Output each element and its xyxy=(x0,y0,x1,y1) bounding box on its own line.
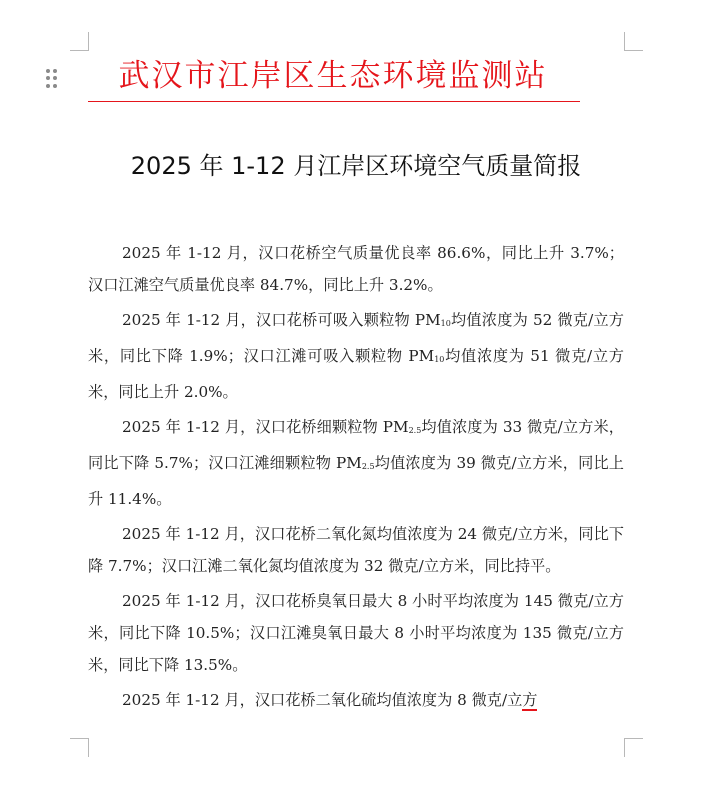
paragraph-text: 均值浓度为 51 微克/立方米，同比上升 2.0%。 xyxy=(88,347,624,401)
paragraph-text: 均值浓度为 33 微克/立方米，同比下降 5.7%；汉口江滩细颗粒物 PM xyxy=(88,418,624,472)
subscript-text: 10 xyxy=(440,319,451,328)
paragraph-drag-handle-icon[interactable] xyxy=(46,69,58,89)
body-paragraph xyxy=(88,411,624,515)
paragraph-text: 2025 年 1-12 月，汉口花桥空气质量优良率 86.6%，同比上升 3.7%；汉口江滩空气质量优良率 84.7%，同比上升 3.2%。 xyxy=(88,244,624,294)
document-body[interactable] xyxy=(88,237,624,719)
margin-corner-mark xyxy=(70,32,89,51)
paragraph-text: 2025 年 1-12 月，汉口花桥臭氧日最大 8 小时平均浓度为 145 微克/立方米，同比下降 10.5%；汉口江滩臭氧日最大 8 小时平均浓度为 135 微克/立方米，同比下降 13.5%。 xyxy=(88,592,624,674)
body-paragraph xyxy=(88,237,624,301)
paragraph-text: 2025 年 1-12 月，汉口花桥二氧化硫均值浓度为 8 微克/立 xyxy=(122,691,523,709)
body-paragraph xyxy=(88,585,624,681)
subscript-text: 2.5 xyxy=(361,462,375,471)
paragraph-text: 2025 年 1-12 月，汉口花桥可吸入颗粒物 PM xyxy=(122,311,441,329)
margin-corner-mark xyxy=(624,32,643,51)
paragraph-text: 2025 年 1-12 月，汉口花桥细颗粒物 PM xyxy=(122,418,409,436)
subscript-text: 2.5 xyxy=(408,426,422,435)
header-title: 武汉市江岸区生态环境监测站 xyxy=(118,58,548,94)
document-title: 2025 年 1-12 月江岸区环境空气质量简报 xyxy=(130,152,582,180)
margin-corner-mark xyxy=(624,738,643,757)
paragraph-text: 均值浓度为 39 微克/立方米，同比上升 11.4%。 xyxy=(88,454,624,508)
subscript-text: 10 xyxy=(434,355,445,364)
body-paragraph xyxy=(88,304,624,408)
body-paragraph xyxy=(88,518,624,582)
header-divider xyxy=(88,101,580,102)
paragraph-text: 均值浓度为 52 微克/立方米，同比下降 1.9%；汉口江滩可吸入颗粒物 PM xyxy=(88,311,624,365)
body-paragraph xyxy=(88,684,624,716)
margin-corner-mark xyxy=(70,738,89,757)
paragraph-text: 2025 年 1-12 月，汉口花桥二氧化氮均值浓度为 24 微克/立方米，同比下降 7.7%；汉口江滩二氧化氮均值浓度为 32 微克/立方米，同比持平。 xyxy=(88,525,624,575)
spellcheck-marked-text: 方 xyxy=(522,691,538,709)
